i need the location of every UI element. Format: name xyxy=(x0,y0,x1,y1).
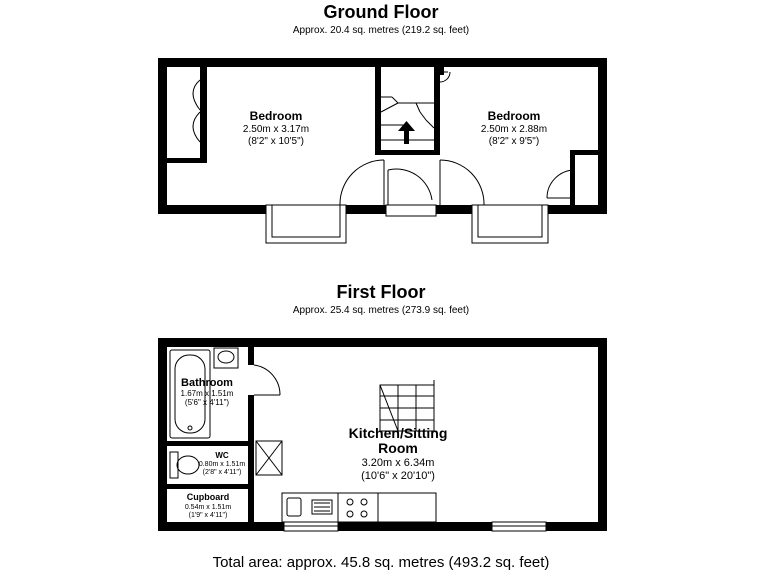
hatch xyxy=(256,441,282,475)
room-name-wc: WC xyxy=(215,451,229,460)
kitchen-worktop xyxy=(282,493,436,522)
room-size-wc: 0.80m x 1.51m xyxy=(198,461,246,468)
room-imperial-cupboard: (1'9" x 4'11") xyxy=(188,512,228,519)
right-cupboard xyxy=(547,150,598,205)
stair-up-arrow-icon xyxy=(398,121,415,144)
first-staircase xyxy=(380,380,434,431)
room-size-cupboard: 0.54m x 1.51m xyxy=(184,504,232,511)
stair-left-wall xyxy=(375,67,381,155)
ground-window-right xyxy=(472,205,548,243)
sink-icon xyxy=(287,498,332,516)
first-right-wall xyxy=(598,338,607,531)
room-size-kitchen: 3.20m x 6.34m xyxy=(361,457,435,469)
first-left-wall xyxy=(158,338,167,531)
ground-front-door-threshold xyxy=(386,205,436,216)
room-name-bedroom-2: Bedroom xyxy=(487,109,541,123)
room-name-bedroom-1: Bedroom xyxy=(249,109,303,123)
room-size-bedroom-1: 2.50m x 3.17m xyxy=(242,124,310,135)
room-imperial-bedroom-1: (8'2" x 10'5") xyxy=(248,136,304,147)
room-imperial-bedroom-2: (8'2" x 9'5") xyxy=(488,136,540,147)
first-window-left xyxy=(284,522,338,531)
total-area: Total area: approx. 45.8 sq. metres (493.2 sq. feet) xyxy=(212,554,550,571)
room-imperial-wc: (2'8" x 4'11") xyxy=(202,469,242,476)
ground-top-wall xyxy=(158,58,607,67)
wardrobe xyxy=(167,67,207,163)
ground-right-wall xyxy=(598,58,607,214)
toilet-icon xyxy=(170,452,199,478)
ground-floor-plan xyxy=(158,58,607,243)
hall-doors xyxy=(340,160,484,205)
room-name-kitchen-line2: Room xyxy=(378,440,418,456)
room-imperial-bathroom: (5'6" x 4'11") xyxy=(184,398,230,407)
room-name-bathroom: Bathroom xyxy=(181,377,233,389)
first-top-wall xyxy=(158,338,607,347)
first-window-right xyxy=(492,522,546,531)
room-imperial-kitchen: (10'6" x 20'10") xyxy=(361,470,435,482)
first-floor-title: First Floor xyxy=(336,282,426,302)
ground-floor-area: Approx. 20.4 sq. metres (219.2 sq. feet) xyxy=(292,25,470,36)
ground-floor-title: Ground Floor xyxy=(323,2,439,22)
room-size-bathroom: 1.67m x 1.51m xyxy=(180,389,234,398)
room-name-kitchen-line1: Kitchen/Sitting xyxy=(348,425,448,441)
bathroom-basin-icon xyxy=(214,348,238,368)
stair-right-wall xyxy=(434,67,440,155)
room-name-cupboard: Cupboard xyxy=(186,492,230,502)
ground-window-left xyxy=(266,205,346,243)
first-floor-plan xyxy=(158,338,607,531)
first-floor-area: Approx. 25.4 sq. metres (273.9 sq. feet) xyxy=(292,305,470,316)
hob-icon xyxy=(347,499,367,517)
ground-left-wall xyxy=(158,58,167,214)
room-size-bedroom-2: 2.50m x 2.88m xyxy=(480,124,548,135)
